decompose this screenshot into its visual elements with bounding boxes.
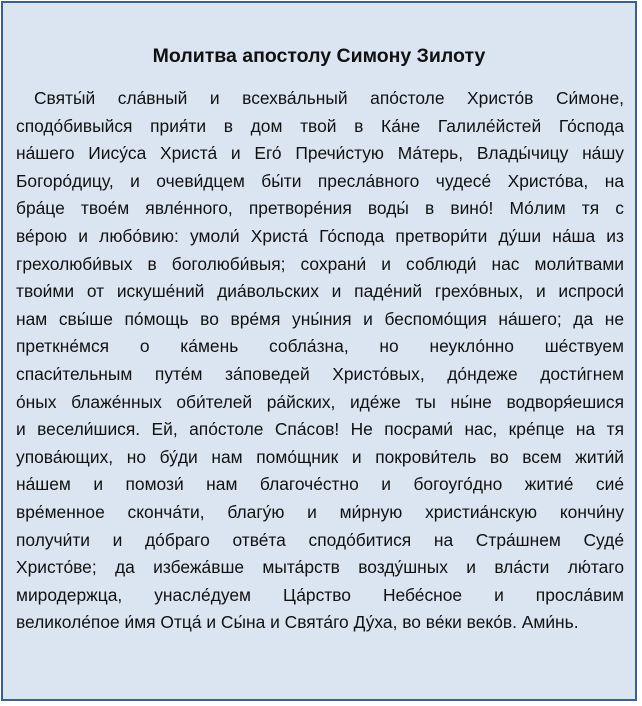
prayer-line: сподо́бивыйся прия́ти в дом твой в Ка́не Галиле́йстей Го́спода [16, 115, 624, 136]
prayer-line: на́шем и помози́ нам благоче́стно и богоуго́дно житие́ сие́ [16, 474, 624, 495]
prayer-line: о́ных блаже́нных оби́телей ра́йских, иде́же ты ны́не водворя́ешися [16, 391, 624, 412]
prayer-title: Молитва апостолу Симону Зилоту [152, 45, 486, 67]
prayer-line: твои́ми от искуше́ний диа́вольских и паде́ний грехо́вных, и испроси́ [16, 281, 624, 302]
prayer-line: получи́ти и до́браго отве́та сподо́битися на Стра́шнем Суде́ [16, 529, 624, 550]
prayer-line: нам свы́ше по́мощь во вре́мя уны́ния и беспомо́щия на́шего; да не [16, 308, 624, 329]
prayer-line: Святы́й сла́вный и всехва́льный апо́столе Христо́в Си́моне, [34, 88, 624, 108]
prayer-line: ве́рою и любо́вию: умоли́ Христа́ Го́спода претвори́ти ду́ши на́ша из [16, 225, 624, 246]
prayer-line: Христо́ве; да избежа́вше мыта́рств возду́шных и вла́сти лю́таго [16, 557, 624, 578]
prayer-line: великоле́пое и́мя Отца́ и Сы́на и Свята́го Ду́ха, во ве́ки веко́в. Ами́нь. [16, 612, 579, 633]
prayer-text [16, 85, 624, 637]
prayer-line: спаси́тельным путе́м за́поведей Христо́вых, до́ндеже дости́гнем [16, 363, 624, 384]
prayer-line: Богоро́дицу, и очеви́дцем бы́ти пресла́вного чудесе́ Христо́ва, на [16, 170, 624, 191]
prayer-line: упова́ющих, но бу́ди нам помо́щник и покрови́тель во всем жити́й [16, 446, 624, 467]
prayer-line: вре́менное сконча́ти, благу́ю и ми́рную христиа́нскую кончи́ну [16, 501, 624, 522]
prayer-line: грехолюби́вых в боголюби́выя; сохрани́ и соблюди́ нас моли́твами [16, 253, 624, 274]
prayer-line: и весели́шися. Ей, апо́столе Спа́сов! Не посрами́ нас, кре́пце на тя [16, 419, 624, 440]
prayer-card [1, 1, 637, 701]
prayer-line: преткне́мся о ка́мень собла́зна, но неукло́нно ше́ствуем [16, 336, 624, 357]
prayer-line: миродержца, унасле́дуем Ца́рство Небе́сное и просла́вим [16, 584, 624, 605]
prayer-line: бра́це твое́м явле́нного, претворе́ния воды́ в вино́! Мо́лим тя с [16, 198, 624, 219]
prayer-line: на́шего Иису́са Христа́ и Его́ Пречи́стую Ма́терь, Влады́чицу на́шу [16, 143, 624, 164]
